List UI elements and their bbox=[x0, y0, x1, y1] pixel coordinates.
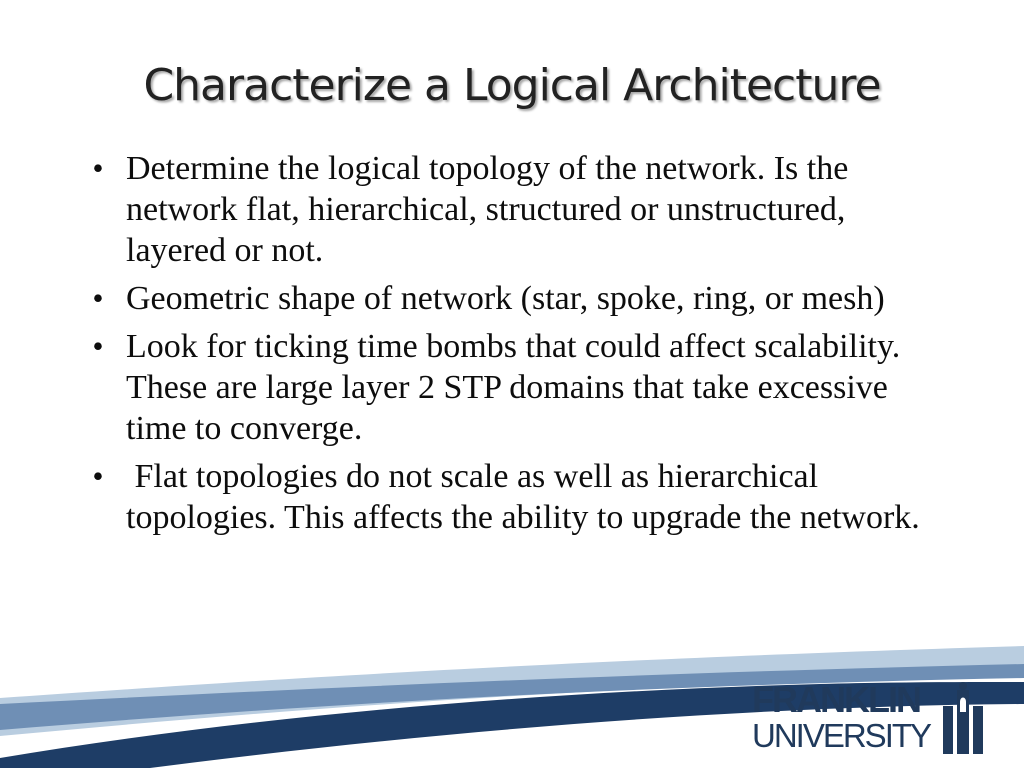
bullet-item bbox=[84, 148, 944, 271]
bullet-marker: • bbox=[92, 458, 104, 494]
bullet-item bbox=[84, 326, 944, 449]
bullet-item bbox=[84, 456, 944, 538]
bullet-text: Flat topologies do not scale as well as hierarchical topologies. This affects the ability to upgrade the network. bbox=[126, 458, 920, 536]
bullet-marker: • bbox=[92, 328, 104, 364]
franklin-university-emblem-icon bbox=[940, 682, 986, 754]
bullet-list bbox=[84, 148, 944, 545]
logo-line-2: UNIVERSITY bbox=[752, 717, 931, 754]
bullet-text: Geometric shape of network (star, spoke, ring, or mesh) bbox=[126, 280, 885, 317]
bullet-text: Look for ticking time bombs that could affect scalability. These are large layer 2 STP domains that take excessive time to converge. bbox=[126, 328, 901, 447]
bullet-marker: • bbox=[92, 150, 104, 186]
bullet-item bbox=[84, 278, 944, 319]
bullet-marker: • bbox=[92, 280, 104, 316]
slide-title: Characterize a Logical Architecture bbox=[143, 60, 881, 111]
bullet-text: Determine the logical topology of the network. Is the network flat, hierarchical, structured or unstructured, layered or not. bbox=[126, 150, 849, 269]
franklin-university-logo bbox=[752, 679, 992, 758]
logo-line-1: FRANKLIN bbox=[752, 679, 920, 720]
